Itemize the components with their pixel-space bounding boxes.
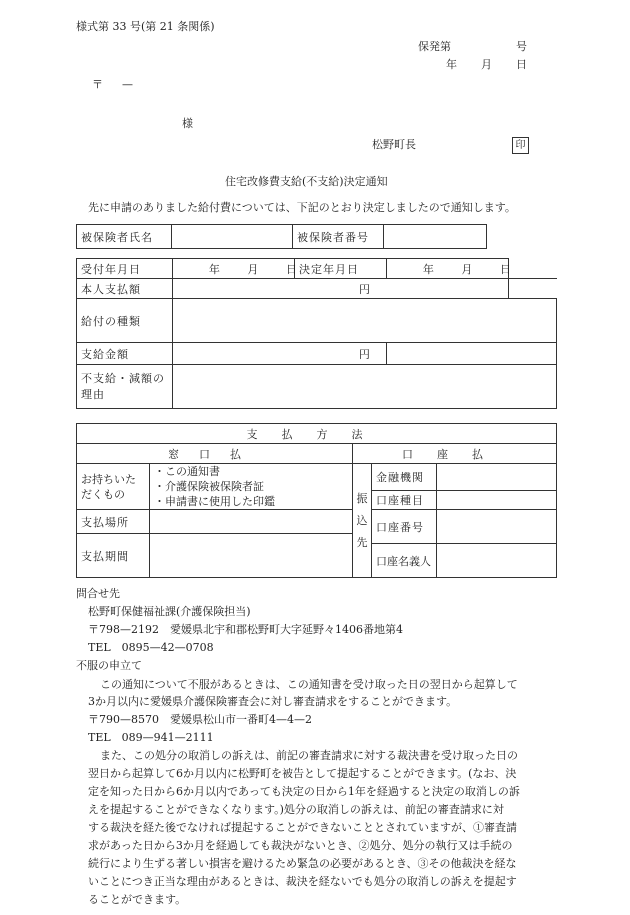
account-payment-heading: 口座払 [353,444,557,464]
bring-items-label: お持ちいただくもの [77,464,150,510]
bank-label: 金融機関 [372,464,437,491]
account-number-label: 口座番号 [372,510,437,544]
bring-items-list [150,464,353,510]
received-day-unit: 日 [285,262,297,276]
self-payment-label: 本人支払額 [77,279,173,299]
contact-department: 松野町保健福祉課(介護保険担当) [88,605,251,618]
non-payment-reason-value [172,365,556,409]
date-year: 年 [446,58,457,71]
bring-item-1: ・この通知書 [154,465,220,478]
document-title: 住宅改修費支給(不支給)決定通知 [225,175,388,188]
blank-cell-2 [509,279,557,299]
appeal-para2-line8: いことにつき正当な理由があるときは、裁決を経ないでも処分の取消しの訴えを提起す [88,875,517,888]
self-payment-yen: 円 [359,282,371,296]
transfer-label: 振込先 [353,464,372,578]
payment-amount-value [172,343,386,365]
appeal-para2-line5: する裁決を経た後でなければ提起することができないこととされていますが、①審査請 [88,821,517,834]
form-number: 様式第 33 号(第 21 条関係) [76,20,215,33]
account-type-label: 口座種目 [372,490,437,509]
benefit-type-label: 給付の種類 [77,299,173,343]
issuer: 松野町長 [372,138,416,151]
account-number-value [437,510,557,544]
appeal-para2-line6: 求があった日から3か月を経過しても裁決がないとき、②処分、処分の執行又は手続の [88,839,513,852]
bring-item-2: ・介護保険被保険者証 [154,480,264,493]
received-date-value [172,259,297,279]
insured-name-label: 被保険者氏名 [77,225,172,249]
appeal-address: 〒790—8570 愛媛県松山市一番町4—4—2 [88,713,312,726]
payment-method-table [76,423,557,578]
appeal-para2-line4: えを提起することができなくなります。)処分の取消しの訴えは、前記の審査請求に対 [88,803,504,816]
decision-day-unit: 日 [499,262,511,276]
appeal-para1-line1: この通知について不服があるときは、この通知書を受け取った日の翌日から起算して [100,678,518,691]
bring-item-3: ・申請書に使用した印鑑 [154,495,275,508]
contact-heading: 問合せ先 [76,587,120,600]
decision-date-label: 決定年月日 [295,259,387,279]
self-payment-value [172,279,508,299]
appeal-para2-line3: 定を知った日から6か月以内であっても決定の日から1年を経過すると決定の取消しの訴 [88,785,520,798]
blank-cell [509,259,557,279]
appeal-para2-line7: 続行により生ずる著しい損害を避けるため緊急の必要があるとき、③その他裁決を経な [88,857,517,870]
bank-value [437,464,557,491]
insured-name-value [172,225,293,249]
contact-phone: TEL 0895—42—0708 [88,641,214,654]
received-year-unit: 年 [208,262,220,276]
decision-table [76,258,557,409]
date-day: 日 [516,58,527,71]
appeal-para2-line2: 翌日から起算して6か月以内に松野町を被告として提起することができます。(なお、決 [88,767,517,780]
payment-place-label: 支払場所 [77,510,150,534]
payment-amount-yen: 円 [358,347,370,361]
insured-table [76,224,487,249]
appeal-para1-line2: 3か月以内に愛媛県介護保険審査会に対し審査請求をすることができます。 [88,695,458,708]
decision-year-unit: 年 [422,262,434,276]
appeal-para2-line1: また、この処分の取消しの訴えは、前記の審査請求に対する裁決書を受け取った日の [100,749,518,762]
insured-number-value [384,225,487,249]
seal-mark: 印 [512,137,529,154]
date-month: 月 [481,58,492,71]
appeal-para2-line9: ることができます。 [88,893,187,906]
payment-place-value [150,510,353,534]
decision-month-unit: 月 [461,262,473,276]
account-holder-label: 口座名義人 [372,544,437,578]
payment-amount-extra [386,343,556,365]
payment-method-heading: 支払方法 [77,424,557,444]
payment-period-value [150,534,353,578]
received-month-unit: 月 [247,262,259,276]
insured-number-label: 被保険者番号 [293,225,384,249]
document-number-prefix: 保発第 [418,40,451,53]
document-number-suffix: 号 [516,40,527,53]
benefit-type-value [172,299,556,343]
counter-payment-heading: 窓口払 [77,444,353,464]
decision-date-value [386,259,511,279]
honorific: 様 [182,117,193,130]
payment-period-label: 支払期間 [77,534,150,578]
received-date-label: 受付年月日 [77,259,173,279]
payment-amount-label: 支給金額 [77,343,173,365]
contact-address: 〒798—2192 愛媛県北宇和郡松野町大字延野々1406番地第4 [88,623,403,636]
non-payment-reason-label: 不支給・減額の理由 [77,365,173,409]
account-holder-value [437,544,557,578]
intro-text: 先に申請のありました給付費については、下記のとおり決定しましたので通知します。 [88,201,516,214]
appeal-heading: 不服の申立て [76,659,142,672]
postal-dash: — [122,78,133,91]
account-type-value [437,490,557,509]
postal-mark: 〒 [92,78,103,91]
appeal-phone: TEL 089—941—2111 [88,731,214,744]
